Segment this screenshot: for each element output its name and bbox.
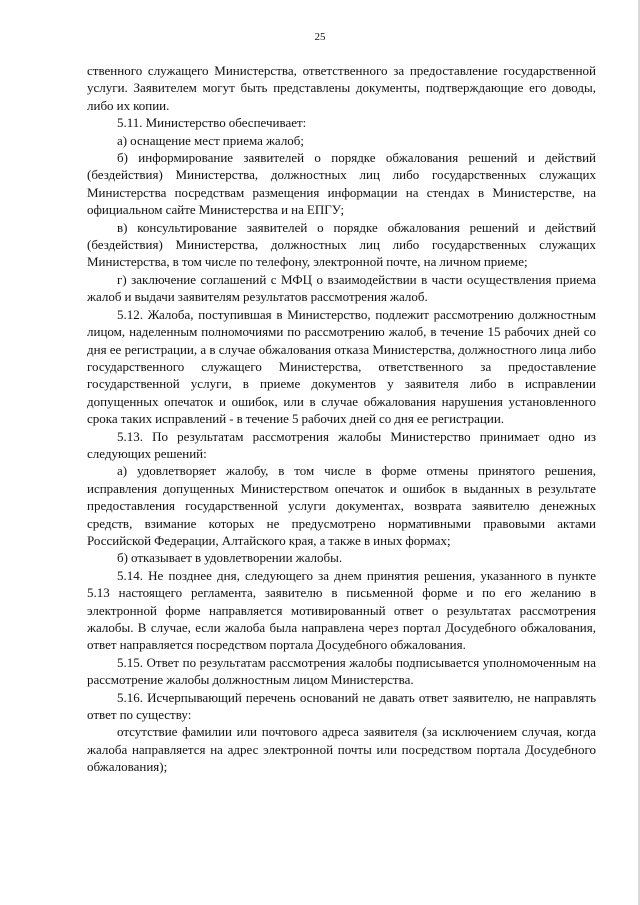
paragraph-5-11-heading: 5.11. Министерство обеспечивает:	[117, 115, 307, 131]
paragraph-5-12: 5.12. Жалоба, поступившая в Министерство, подлежит рассмотрению должностным лицом, наделенным полномочиями по рассмотрению жалоб, в течение 15 рабочих дней со дня ее регистрации, а в случае обжалования отказа Министерства, должностного лица либо государственного служащего Министерства, ответственного за предоставление государственной услуги, в приеме документов у заявителя либо в исправлении допущенных опечаток и ошибок, или в случае обжалования нарушения установленного срока таких исправлений - в течение 5 рабочих дней со дня ее регистрации.	[87, 306, 596, 427]
paragraph-5-15: 5.15. Ответ по результатам рассмотрения жалобы подписывается уполномоченным на рассмотрение жалобы должностным лицом Министерства.	[87, 654, 596, 688]
paragraph-5-11-item-a: а) оснащение мест приема жалоб;	[117, 132, 305, 148]
paragraph-continuation: ственного служащего Министерства, ответственного за предоставление государственной услуги. Заявителем могут быть представлены документы, подтверждающие его доводы, либо их копии.	[87, 63, 596, 113]
document-body	[87, 62, 596, 776]
paragraph-5-11-item-b: б) информирование заявителей о порядке обжалования решений и действий (бездействия) Министерства, должностных лиц либо государственных служащих Министерства посредствам размещения информации на стендах в Министерстве, на официальном сайте Министерства и на ЕПГУ;	[87, 150, 596, 218]
paragraph-5-11-item-g: г) заключение соглашений с МФЦ о взаимодействии в части осуществления приема жалоб и выдачи заявителям результатов рассмотрения жалоб.	[87, 271, 596, 305]
paragraph-5-13-heading: 5.13. По результатам рассмотрения жалобы Министерство принимает одно из следующих решений:	[87, 428, 596, 461]
paragraph-5-16-heading: 5.16. Исчерпывающий перечень оснований не давать ответ заявителю, не направлять ответ по существу:	[87, 689, 596, 723]
paragraph-5-13-item-a: а) удовлетворяет жалобу, в том числе в форме отмены принятого решения, исправления допущенных Министерством опечаток и ошибок в выданных в результате предоставления государственной услуги документах, возврата заявителю денежных средств, взимание которых не предусмотрено нормативными правовыми актами Российской Федерации, Алтайского края, а также в иных формах;	[87, 463, 596, 548]
paragraph-5-11-item-v: в) консультирование заявителей о порядке обжалования решений и действий (бездействия) Министерства, должностных лиц либо государственных служащих Министерства, в том числе по телефону, электронной почте, на личном приеме;	[87, 219, 596, 270]
paragraph-5-13-item-b: б) отказывает в удовлетворении жалобы.	[117, 550, 343, 566]
page-number: 25	[314, 31, 326, 43]
paragraph-5-16-item-1: отсутствие фамилии или почтового адреса заявителя (за исключением случая, когда жалоба направляется на адрес электронной почты или посредством портала Досудебного обжалования);	[87, 724, 596, 775]
paragraph-5-14: 5.14. Не позднее дня, следующего за днем принятия решения, указанного в пункте 5.13 настоящего регламента, заявителю в письменной форме и по его желанию в электронной форме направляется мотивированный ответ о результатах рассмотрения жалобы. В случае, если жалоба была направлена через портал Досудебного обжалования, ответ направляется посредством портала Досудебного обжалования.	[87, 567, 596, 653]
